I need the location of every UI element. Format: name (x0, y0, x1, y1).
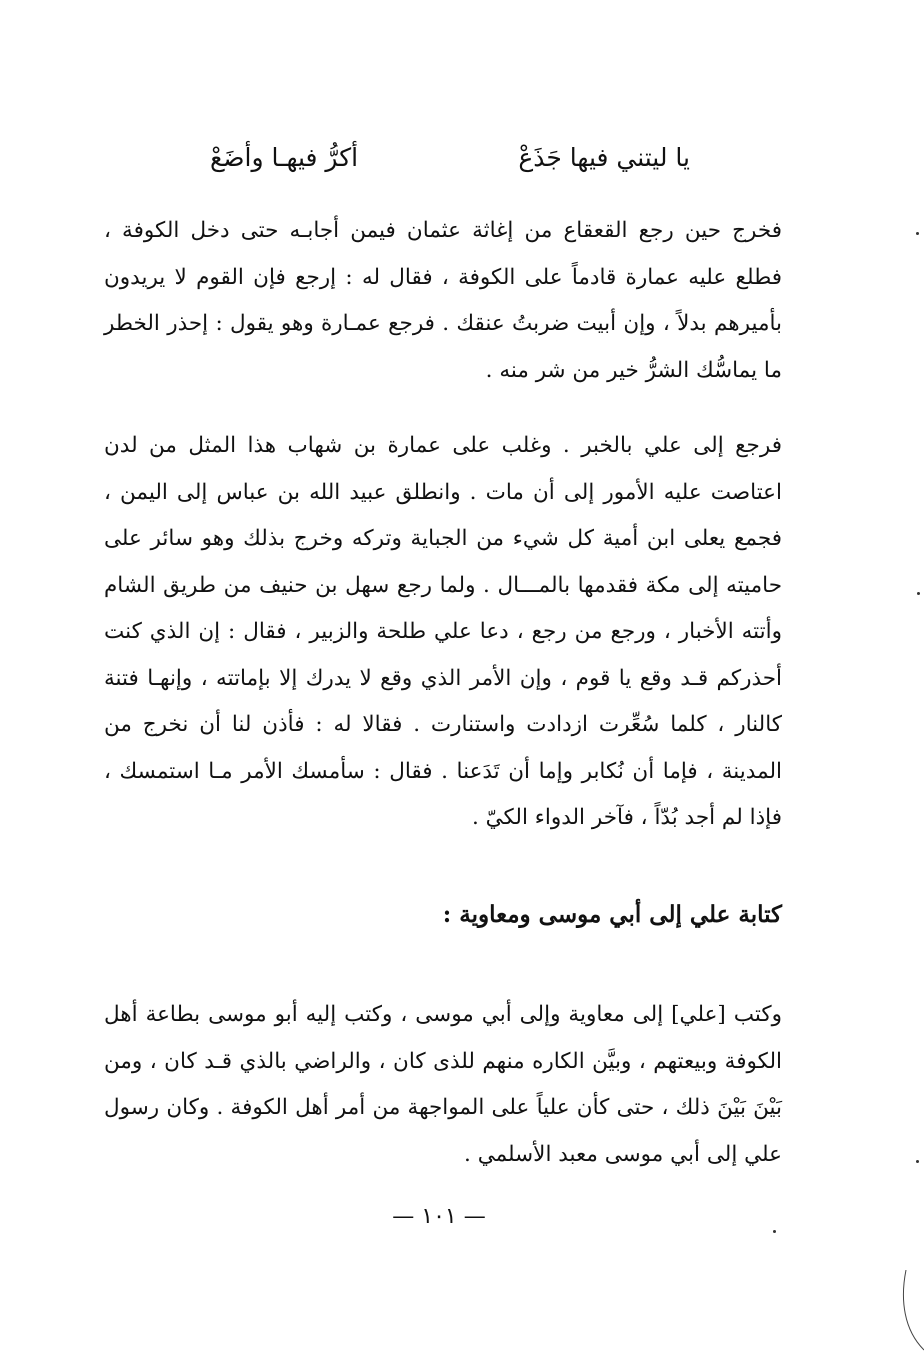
page-edge-curl (896, 1270, 924, 1354)
paragraph-3: وكتب [علي] إلى معاوية وإلى أبي موسى ، وكتب إليه أبو موسى بطاعة أهل الكوفة وبيعتهم ، وبيَّن الكاره منهم للذى كان ، والراضي بالذي قـد كان ، ومن بَيْنَ بَيْنَ ذلك ، حتى كأن علياً على المواجهة من أمر أهل الكوفة . وكان رسول علي إلى أبي موسى معبد الأسلمي . (104, 1002, 782, 1167)
scan-speck (916, 232, 919, 235)
paragraph-2: فرجع إلى علي بالخبر . وغلب على عمارة بن شهاب هذا المثل من لدن اعتاصت عليه الأمور إلى أن مات . وانطلق عبيد الله بن عباس إلى اليمن ، فجمع يعلى ابن أمية كل شيء من الجباية وتركه وخرج بذلك وهو سائر على حاميته إلى مكة فقدمها بالمـــال . ولما رجع سهل بن حنيف من طريق الشام وأتته الأخبار ، ورجع من رجع ، دعا علي طلحة والزبير ، فقال : إن الذي كنت أحذركم قـد وقع يا قوم ، وإن الأمر الذي وقع لا يدرك إلا بإماتته ، وإنهـا فتنة كالنار ، كلما سُعِّرت ازدادت واستنارت . فقالا له : فأذن لنا أن نخرج من المدينة ، فإما أن نُكابر وإما أن تَدَعنا . فقال : سأمسك الأمر مـا استمسك ، فإذا لم أجد بُدّاً ، فآخر الدواء الكيّ . (104, 433, 782, 830)
poem-verse (190, 138, 690, 178)
scan-speck (773, 1230, 776, 1233)
paragraph-1: فخرج حين رجع القعقاع من إغاثة عثمان فيمن أجابـه حتى دخل الكوفة ، فطلع عليه عمارة قادماً على الكوفة ، فقال له : إرجع فإن القوم لا يريدون بأميرهم بدلاً ، وإن أبيت ضربتُ عنقك . فرجع عمـارة وهو يقول : إحذر الخطر ما يماسُّك الشرُّ خير من شر منه . (104, 218, 782, 383)
scan-speck (916, 1160, 919, 1163)
page-number: — ١٠١ — (392, 1204, 486, 1229)
poem-hemistich-first: يا ليتني فيها جَذَعْ (518, 143, 690, 172)
section-heading: كتابة علي إلى أبي موسى ومعاوية : (442, 901, 782, 928)
poem-hemistich-second: أكرُّ فيهـا وأضَعْ (210, 143, 359, 172)
scan-speck (917, 592, 920, 595)
